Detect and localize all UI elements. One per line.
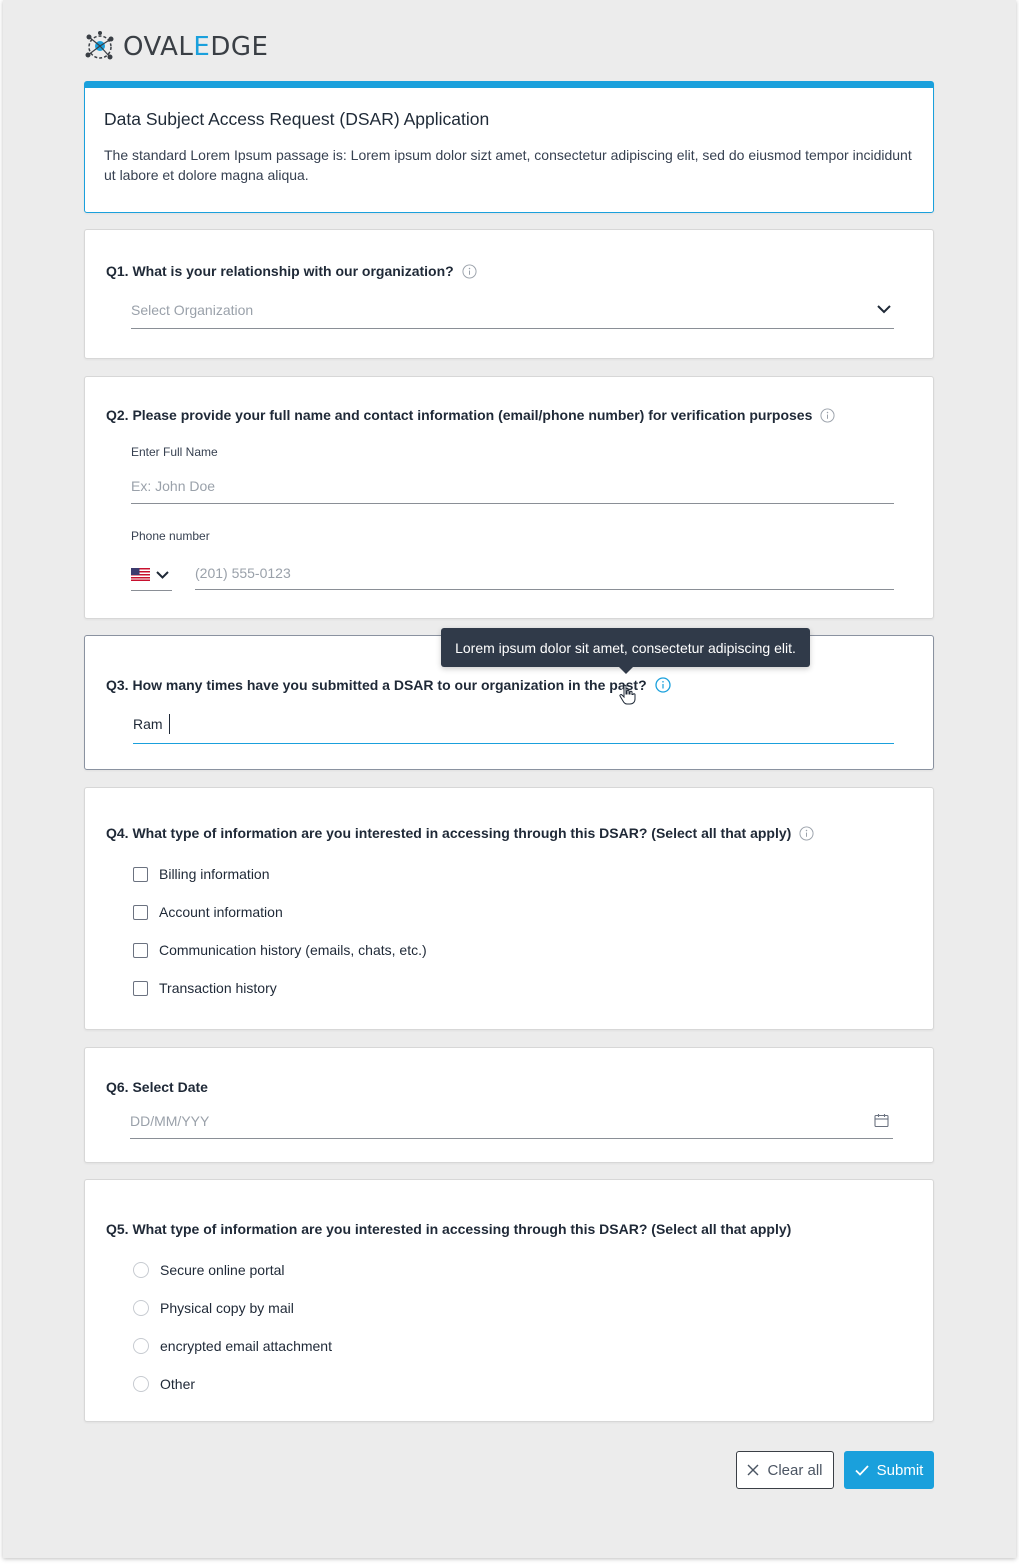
radio-option-encrypted-email[interactable]: encrypted email attachment: [133, 1338, 332, 1354]
info-icon[interactable]: [462, 264, 477, 279]
checkbox-option-transaction[interactable]: Transaction history: [133, 980, 277, 996]
date-placeholder: DD/MM/YYY: [130, 1113, 210, 1129]
radio-button[interactable]: [133, 1376, 149, 1392]
full-name-input[interactable]: [131, 471, 894, 504]
form-title: Data Subject Access Request (DSAR) Application: [104, 109, 490, 129]
text-caret: [169, 714, 170, 734]
radio-option-secure-portal[interactable]: Secure online portal: [133, 1262, 285, 1278]
submit-button[interactable]: Submit: [844, 1451, 934, 1489]
info-tooltip: Lorem ipsum dolor sit amet, consectetur adipiscing elit.: [441, 628, 810, 667]
question-card-q6: [84, 1047, 934, 1163]
full-name-label: Enter Full Name: [131, 445, 218, 459]
dsar-count-input[interactable]: [133, 710, 894, 744]
hand-pointer-cursor-icon: [618, 684, 636, 706]
form-description: The standard Lorem Ipsum passage is: Lorem ipsum dolor sizt amet, consectetur adipiscing elit, sed do eiusmod tempor incididunt ut labore et dolore magna aliqua.: [104, 147, 912, 183]
checkbox-option-communication[interactable]: Communication history (emails, chats, etc.): [133, 942, 427, 958]
checkbox-option-account[interactable]: Account information: [133, 904, 283, 920]
checkbox-option-billing[interactable]: Billing information: [133, 866, 270, 882]
phone-number-label: Phone number: [131, 529, 210, 543]
question-title-q2: Q2. Please provide your full name and contact information (email/phone number) for verification purposes: [106, 407, 835, 423]
question-title-q5: Q5. What type of information are you interested in accessing through this DSAR? (Select all that apply): [106, 1221, 792, 1237]
question-title-q6: Q6. Select Date: [106, 1079, 208, 1095]
form-header-card: [84, 81, 934, 213]
phone-number-placeholder: (201) 555-0123: [195, 565, 291, 581]
radio-option-physical-mail[interactable]: Physical copy by mail: [133, 1300, 294, 1316]
country-code-select[interactable]: [131, 560, 172, 591]
info-icon[interactable]: [820, 408, 835, 423]
clear-all-button[interactable]: Clear all: [736, 1451, 834, 1489]
question-card-q5: [84, 1179, 934, 1422]
logo-wordmark: OVALEDGE: [123, 32, 269, 62]
radio-option-other[interactable]: Other: [133, 1376, 195, 1392]
checkbox[interactable]: [133, 867, 148, 882]
date-input[interactable]: [130, 1106, 893, 1139]
chevron-down-icon[interactable]: [876, 303, 892, 315]
phone-number-input[interactable]: [195, 560, 894, 590]
ovaledge-logo: [83, 30, 268, 64]
chevron-down-icon[interactable]: [155, 570, 170, 580]
check-icon: [855, 1465, 869, 1476]
checkbox[interactable]: [133, 943, 148, 958]
question-title-q3: Q3. How many times have you submitted a DSAR to our organization in the past?: [106, 677, 671, 693]
organization-select[interactable]: [131, 294, 894, 329]
organization-select-placeholder: Select Organization: [131, 302, 254, 318]
full-name-placeholder: Ex: John Doe: [131, 478, 216, 494]
checkbox[interactable]: [133, 905, 148, 920]
close-icon: [747, 1464, 759, 1476]
us-flag-icon: [131, 568, 150, 581]
ovaledge-logo-mark: [83, 30, 117, 64]
question-card-q4: [84, 787, 934, 1030]
question-title-q4: Q4. What type of information are you interested in accessing through this DSAR? (Select all that apply): [106, 825, 814, 841]
radio-button[interactable]: [133, 1338, 149, 1354]
info-icon[interactable]: [799, 826, 814, 841]
question-card-q1: [84, 229, 934, 359]
calendar-icon[interactable]: [874, 1113, 889, 1128]
question-card-q2: [84, 376, 934, 619]
radio-button[interactable]: [133, 1300, 149, 1316]
radio-button[interactable]: [133, 1262, 149, 1278]
question-title-q1: Q1. What is your relationship with our organization?: [106, 263, 477, 279]
dsar-count-value: Ram: [133, 716, 163, 732]
info-icon-active[interactable]: [655, 677, 671, 693]
checkbox[interactable]: [133, 981, 148, 996]
